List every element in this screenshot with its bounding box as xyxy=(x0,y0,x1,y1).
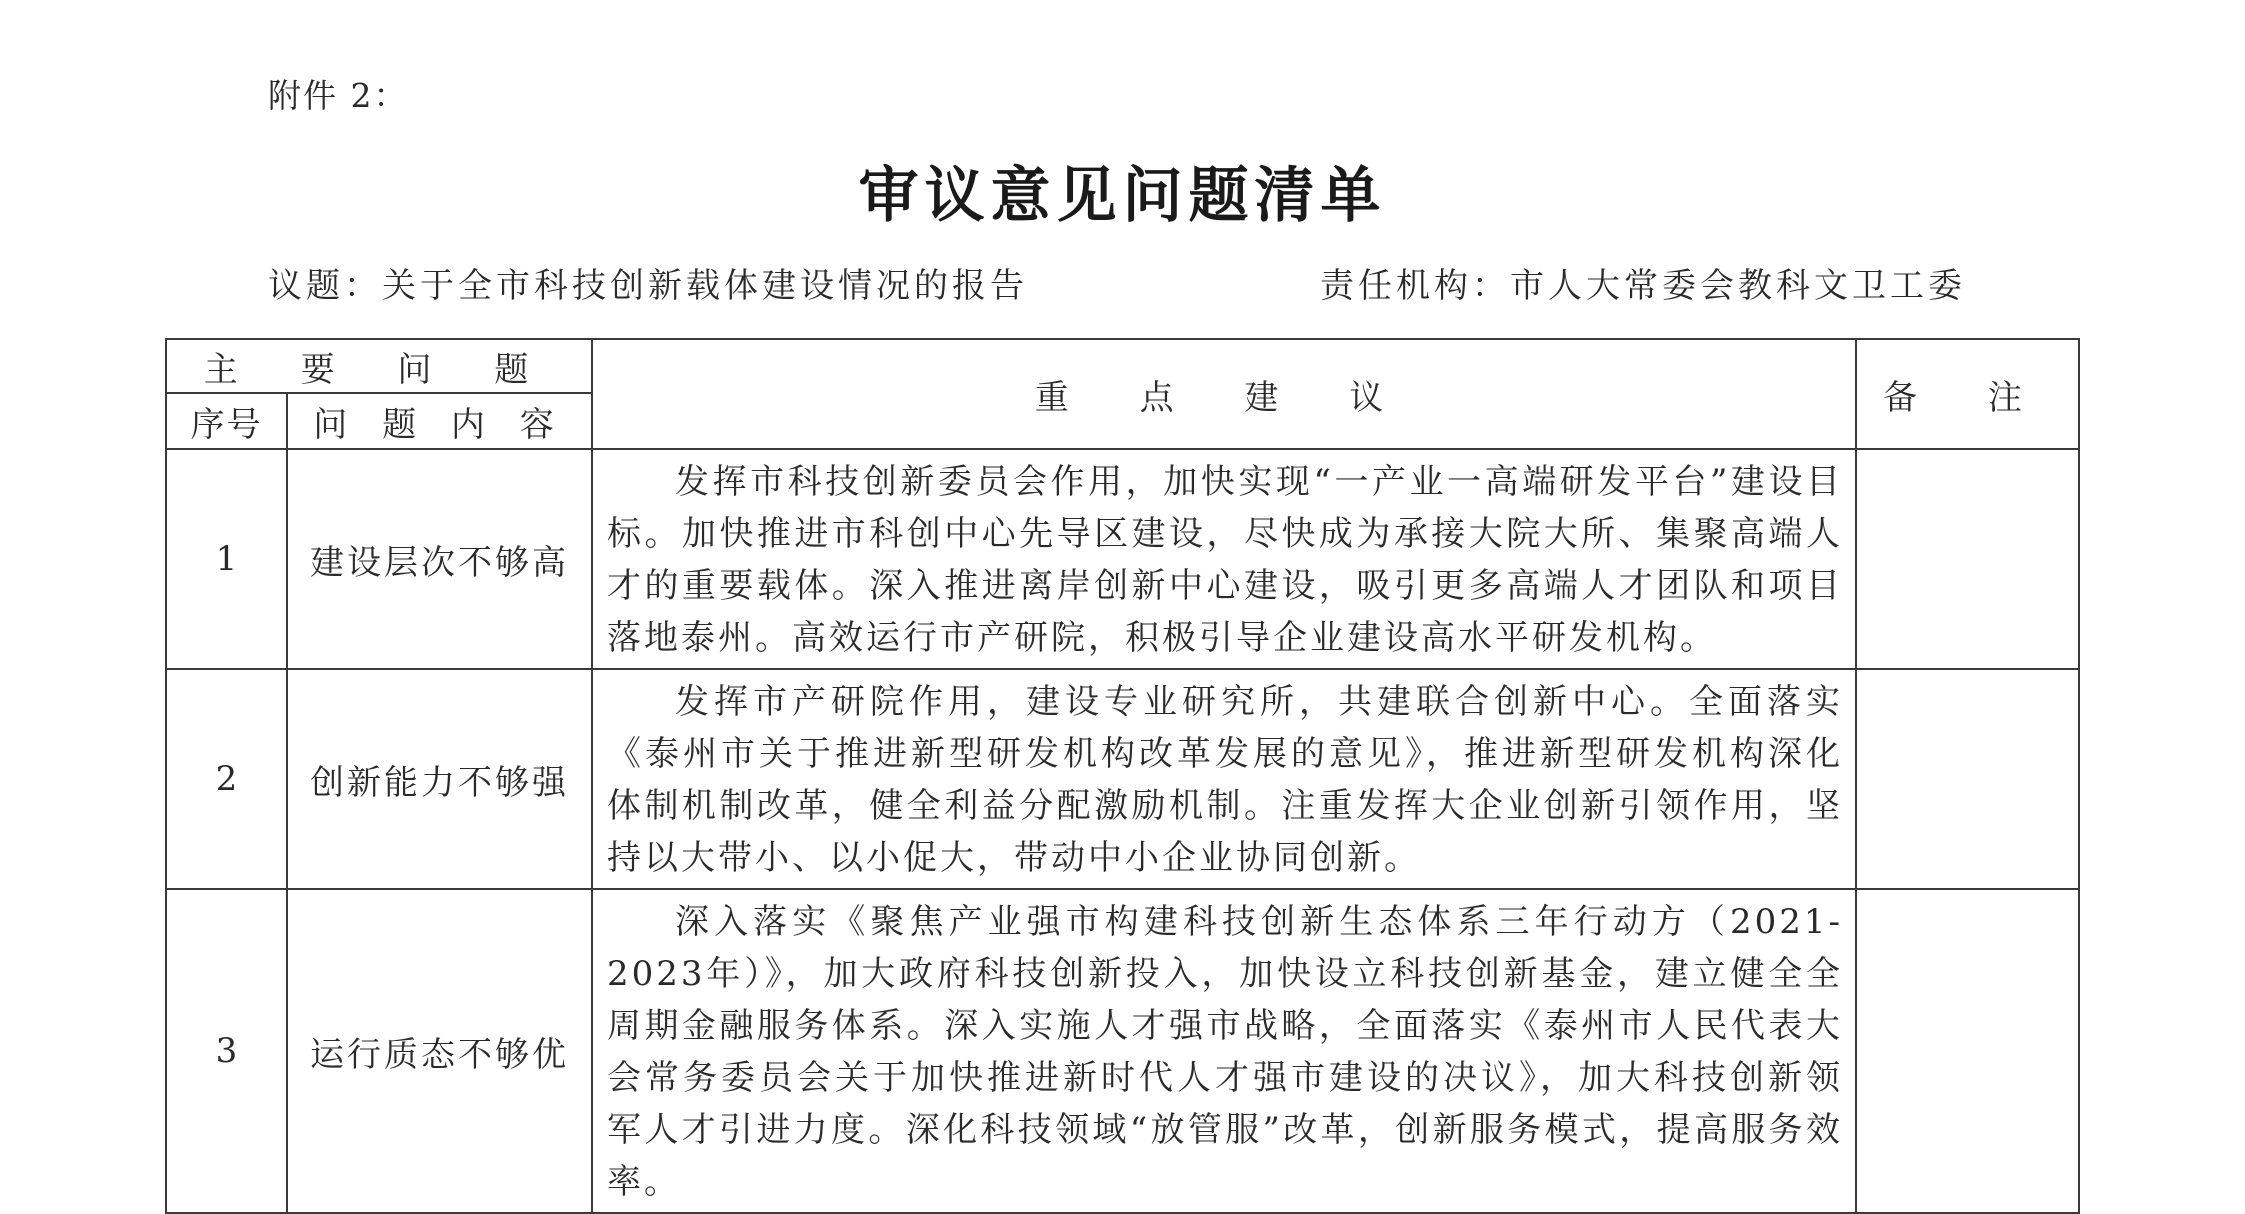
row-suggestion: 发挥市产研院作用，建设专业研究所，共建联合创新中心。全面落实《泰州市关于推进新型研发机构改革发展的意见》，推进新型研发机构深化体制机制改革，健全利益分配激励机制。注重发挥大企业创新引领作用，坚持以大带小、以小促大，带动中小企业协同创新。 xyxy=(592,669,1856,889)
table-row xyxy=(166,449,2079,669)
topic-line: 议题：关于全市科技创新载体建设情况的报告 xyxy=(268,266,1028,306)
table-row xyxy=(166,889,2079,1213)
row-issue: 创新能力不够强 xyxy=(287,669,592,889)
row-remark xyxy=(1856,669,2079,889)
row-issue: 建设层次不够高 xyxy=(287,449,592,669)
responsible-org-line: 责任机构：市人大常委会教科文卫工委 xyxy=(1320,266,1966,306)
row-seq: 2 xyxy=(166,669,287,889)
document-title: 审议意见问题清单 xyxy=(858,161,1387,231)
row-seq: 3 xyxy=(166,889,287,1213)
header-remarks: 备 注 xyxy=(1856,339,2079,449)
row-suggestion: 深入落实《聚焦产业强市构建科技创新生态体系三年行动方（2021-2023年）》，加大政府科技创新投入，加快设立科技创新基金，建立健全全周期金融服务体系。深入实施人才强市战略，全面落实《泰州市人民代表大会常务委员会关于加快推进新时代人才强市建设的决议》，加大科技创新领军人才引进力度。深化科技领域“放管服”改革，创新服务模式，提高服务效率。 xyxy=(592,889,1856,1213)
header-issue-content: 问 题 内 容 xyxy=(287,393,592,449)
row-remark xyxy=(1856,889,2079,1213)
attachment-label: 附件 2： xyxy=(268,76,409,115)
row-remark xyxy=(1856,449,2079,669)
table-row xyxy=(166,669,2079,889)
issues-table xyxy=(165,338,2080,1214)
row-issue: 运行质态不够优 xyxy=(287,889,592,1213)
row-seq: 1 xyxy=(166,449,287,669)
header-seq: 序号 xyxy=(166,393,287,449)
header-main-issues: 主 要 问 题 xyxy=(166,339,592,393)
row-suggestion: 发挥市科技创新委员会作用，加快实现“一产业一高端研发平台”建设目标。加快推进市科创中心先导区建设，尽快成为承接大院大所、集聚高端人才的重要载体。深入推进离岸创新中心建设，吸引更多高端人才团队和项目落地泰州。高效运行市产研院，积极引导企业建设高水平研发机构。 xyxy=(592,449,1856,669)
header-key-suggestions: 重 点 建 议 xyxy=(592,339,1856,449)
